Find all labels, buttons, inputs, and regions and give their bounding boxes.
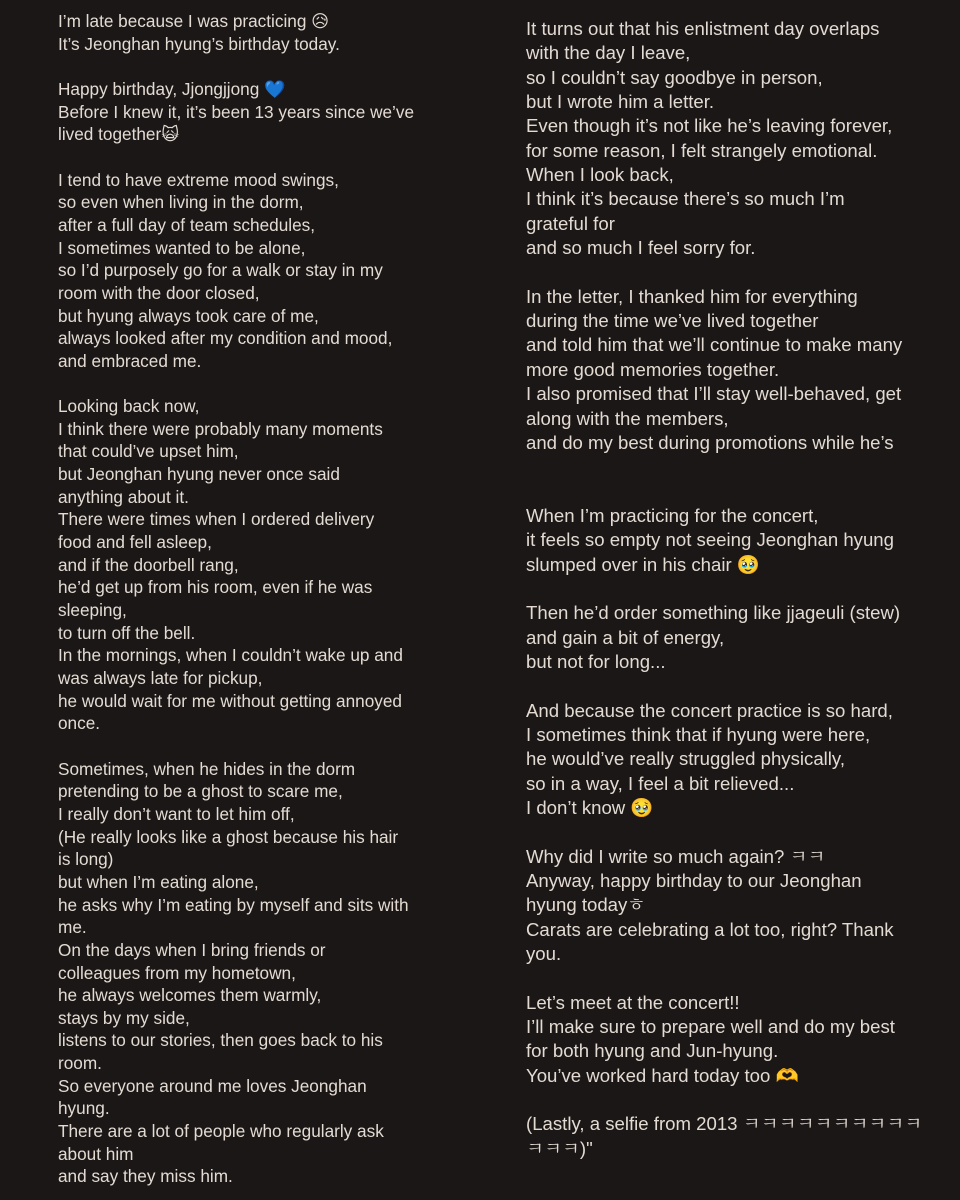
letter-line: along with the members, bbox=[526, 407, 729, 429]
letter-line: sleeping, bbox=[58, 600, 127, 621]
letter-line bbox=[526, 577, 946, 601]
letter-line bbox=[58, 55, 478, 78]
letter-line: about him bbox=[58, 1143, 134, 1164]
letter-line bbox=[58, 146, 478, 169]
letter-line: lived together🙀 bbox=[58, 124, 180, 145]
letter-line: And because the concert practice is so hard, bbox=[526, 699, 893, 721]
letter-line bbox=[526, 480, 946, 504]
letter-line: I don’t know 🥹 bbox=[526, 797, 654, 818]
letter-line: but Jeonghan hyung never once said bbox=[58, 464, 340, 485]
letter-line bbox=[526, 820, 946, 844]
letter-line: and if the doorbell rang, bbox=[58, 554, 239, 575]
letter-line: so even when living in the dorm, bbox=[58, 192, 304, 213]
letter-line: I’m late because I was practicing 😥 bbox=[58, 11, 330, 31]
letter-line: and gain a bit of energy, bbox=[526, 626, 725, 648]
letter-line: and do my best during promotions while he’s bbox=[526, 431, 894, 453]
letter-line: When I look back, bbox=[526, 164, 674, 186]
letter-line: Carats are celebrating a lot too, right? Thank bbox=[526, 918, 894, 940]
letter-line: room with the door closed, bbox=[58, 282, 260, 303]
letter-line: I’ll make sure to prepare well and do my best bbox=[526, 1016, 895, 1038]
letter-line bbox=[58, 372, 478, 395]
letter-line: food and fell asleep, bbox=[58, 532, 212, 553]
letter-line bbox=[526, 260, 946, 284]
letter-line: I tend to have extreme mood swings, bbox=[58, 169, 339, 190]
letter-line: he would wait for me without getting annoyed bbox=[58, 690, 402, 711]
letter-line: ㅋㅋㅋ)" bbox=[526, 1137, 593, 1159]
letter-line: Before I knew it, it’s been 13 years since we’ve bbox=[58, 101, 415, 122]
letter-line: and told him that we’ll continue to make many bbox=[526, 334, 903, 356]
letter-line: Sometimes, when he hides in the dorm bbox=[58, 758, 356, 779]
letter-line: hyung. bbox=[58, 1098, 110, 1119]
letter-line: (Lastly, a selfie from 2013 ㅋㅋㅋㅋㅋㅋㅋㅋㅋㅋ bbox=[526, 1113, 923, 1135]
letter-line: It turns out that his enlistment day overlaps bbox=[526, 18, 880, 39]
letter-line: So everyone around me loves Jeonghan bbox=[58, 1075, 367, 1096]
letter-line: I sometimes think that if hyung were here, bbox=[526, 723, 871, 745]
letter-line: once. bbox=[58, 713, 101, 734]
letter-line bbox=[526, 674, 946, 698]
letter-right-column bbox=[526, 17, 946, 1161]
letter-line: colleagues from my hometown, bbox=[58, 962, 296, 983]
letter-line: (He really looks like a ghost because his hair bbox=[58, 826, 399, 847]
letter-line: Then he’d order something like jjageuli (stew) bbox=[526, 602, 901, 624]
letter-line: stays by my side, bbox=[58, 1007, 190, 1028]
letter-line: grateful for bbox=[526, 212, 615, 234]
letter-line: It’s Jeonghan hyung’s birthday today. bbox=[58, 33, 340, 54]
letter-line: but when I’m eating alone, bbox=[58, 871, 259, 892]
letter-line: In the mornings, when I couldn’t wake up and bbox=[58, 645, 403, 666]
letter-line: that could’ve upset him, bbox=[58, 441, 239, 462]
letter-line: to turn off the bell. bbox=[58, 622, 196, 643]
letter-line: he asks why I’m eating by myself and sits with bbox=[58, 894, 409, 915]
letter-left-column bbox=[58, 10, 478, 1188]
letter-line bbox=[526, 1088, 946, 1112]
letter-line: anything about it. bbox=[58, 486, 189, 507]
letter-line: always looked after my condition and mood, bbox=[58, 328, 393, 349]
letter-line: after a full day of team schedules, bbox=[58, 214, 315, 235]
letter-line: Why did I write so much again? ㅋㅋ bbox=[526, 845, 826, 867]
letter-line: is long) bbox=[58, 849, 114, 870]
letter-line: There were times when I ordered delivery bbox=[58, 509, 375, 530]
letter-line: for both hyung and Jun-hyung. bbox=[526, 1040, 779, 1062]
letter-line: Happy birthday, Jjongjjong 💙 bbox=[58, 78, 286, 99]
letter-line bbox=[526, 455, 946, 479]
letter-line: In the letter, I thanked him for everything bbox=[526, 285, 858, 307]
letter-line: When I’m practicing for the concert, bbox=[526, 504, 819, 526]
letter-line: listens to our stories, then goes back to his bbox=[58, 1030, 383, 1051]
letter-line: but not for long... bbox=[526, 650, 666, 672]
letter-line: me. bbox=[58, 917, 87, 938]
letter-line: with the day I leave, bbox=[526, 42, 691, 64]
letter-line bbox=[58, 735, 478, 758]
letter-line: slumped over in his chair 🥹 bbox=[526, 553, 760, 575]
letter-line: hyung todayㅎ bbox=[526, 894, 646, 916]
letter-line: On the days when I bring friends or bbox=[58, 939, 326, 960]
letter-line: and so much I feel sorry for. bbox=[526, 237, 756, 259]
letter-line: You’ve worked hard today too 🫶 bbox=[526, 1064, 799, 1086]
letter-line: I also promised that I’ll stay well-behaved, get bbox=[526, 383, 902, 405]
letter-line: so I’d purposely go for a walk or stay in my bbox=[58, 260, 383, 281]
letter-line: but I wrote him a letter. bbox=[526, 91, 715, 113]
letter-line: I think it’s because there’s so much I’m bbox=[526, 188, 845, 210]
letter-line: he would’ve really struggled physically, bbox=[526, 748, 846, 770]
letter-line: and say they miss him. bbox=[58, 1166, 233, 1187]
letter-line: Anyway, happy birthday to our Jeonghan bbox=[526, 870, 862, 892]
letter-line: he always welcomes them warmly, bbox=[58, 985, 322, 1006]
letter-line: so in a way, I feel a bit relieved... bbox=[526, 772, 795, 794]
letter-line: it feels so empty not seeing Jeonghan hyung bbox=[526, 529, 894, 551]
letter-line: Let’s meet at the concert!! bbox=[526, 991, 740, 1013]
letter-line: more good memories together. bbox=[526, 358, 780, 380]
letter-line bbox=[526, 966, 946, 990]
letter-line: for some reason, I felt strangely emotional. bbox=[526, 139, 878, 161]
letter-line: There are a lot of people who regularly ask bbox=[58, 1121, 384, 1142]
letter-line: was always late for pickup, bbox=[58, 667, 263, 688]
letter-line: you. bbox=[526, 943, 562, 965]
letter-line: I think there were probably many moments bbox=[58, 418, 383, 439]
letter-line: room. bbox=[58, 1053, 102, 1074]
letter-line: during the time we’ve lived together bbox=[526, 310, 819, 332]
letter-line: pretending to be a ghost to scare me, bbox=[58, 781, 343, 802]
letter-line: and embraced me. bbox=[58, 350, 202, 371]
letter-line: I really don’t want to let him off, bbox=[58, 803, 295, 824]
letter-line: I sometimes wanted to be alone, bbox=[58, 237, 306, 258]
letter-line: but hyung always took care of me, bbox=[58, 305, 319, 326]
letter-line: so I couldn’t say goodbye in person, bbox=[526, 66, 823, 88]
letter-line: he’d get up from his room, even if he was bbox=[58, 577, 373, 598]
letter-line: Looking back now, bbox=[58, 396, 200, 417]
letter-line: Even though it’s not like he’s leaving forever, bbox=[526, 115, 893, 137]
